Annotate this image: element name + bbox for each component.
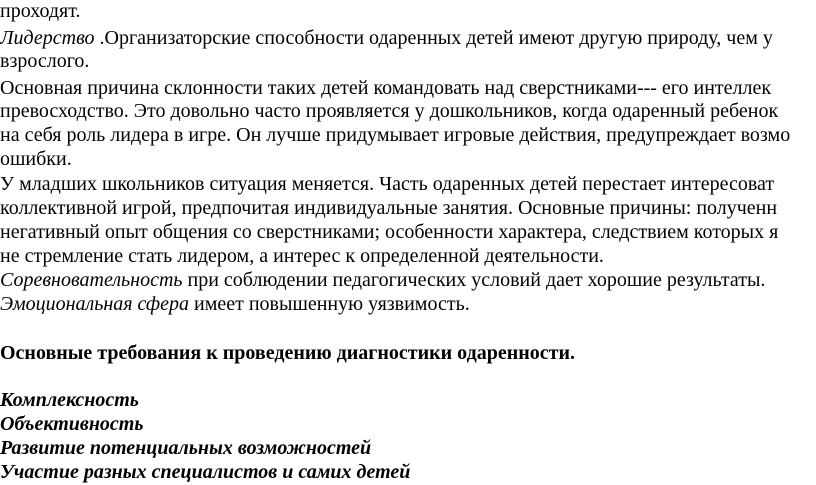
reason-text-1: Основная причина склонности таких детей командовать над сверстниками--- его интеллек xyxy=(0,77,772,99)
requirement-item xyxy=(0,460,410,484)
reason-text-2: превосходство. Это довольно часто проявляется у дошкольников, когда одаренный ребенок xyxy=(0,100,779,122)
intro-tail-text: проходят. xyxy=(0,0,81,22)
paragraph-reason-line-3 xyxy=(0,123,790,147)
requirement-item xyxy=(0,412,144,436)
leadership-term: Лидерство xyxy=(0,27,95,49)
paragraph-schoolchildren-line-3 xyxy=(0,220,778,244)
requirements-heading xyxy=(0,341,575,365)
emotional-text: имеет повышенную уязвимость. xyxy=(189,293,470,315)
schoolchildren-text-2: коллективной игрой, предпочитая индивидуальные занятия. Основные причины: полученн xyxy=(0,197,778,219)
requirement-item-text: Участие разных специалистов и самих детей xyxy=(0,461,411,483)
paragraph-emotional xyxy=(0,292,470,316)
paragraph-reason-line-1 xyxy=(0,76,771,100)
paragraph-leadership-line-1 xyxy=(0,26,773,50)
requirement-item-text: Комплексность xyxy=(0,389,139,411)
leadership-text: .Организаторские способности одаренных детей имеют другую природу, чем у xyxy=(94,27,773,49)
paragraph-schoolchildren-line-2 xyxy=(0,196,777,220)
reason-text-3: на себя роль лидера в игре. Он лучше придумывает игровые действия, предупреждает возмо xyxy=(0,124,791,146)
paragraph-intro-tail xyxy=(0,0,80,23)
reason-text-4: ошибки. xyxy=(0,148,72,170)
requirement-item xyxy=(0,388,139,412)
paragraph-competitiveness xyxy=(0,268,765,292)
schoolchildren-text-4: не стремление стать лидером, а интерес к определенной деятельности. xyxy=(0,245,604,267)
schoolchildren-text-3: негативный опыт общения со сверстниками; особенности характера, следствием которых я xyxy=(0,221,779,243)
requirements-heading-text: Основные требования к проведению диагностики одаренности. xyxy=(0,342,575,364)
leadership-text-cont: взрослого. xyxy=(0,50,90,72)
requirement-item xyxy=(0,436,371,460)
paragraph-schoolchildren-line-1 xyxy=(0,172,774,196)
competitiveness-text: при соблюдении педагогических условий дает хорошие результаты. xyxy=(182,269,766,291)
paragraph-reason-line-2 xyxy=(0,99,778,123)
requirement-item-text: Объективность xyxy=(0,413,144,435)
paragraph-schoolchildren-line-4 xyxy=(0,244,604,268)
competitiveness-term: Соревновательность xyxy=(0,269,183,291)
schoolchildren-text-1: У младших школьников ситуация меняется. Часть одаренных детей перестает интересоват xyxy=(0,173,775,195)
paragraph-leadership-line-2 xyxy=(0,49,89,73)
paragraph-reason-line-4 xyxy=(0,147,72,171)
emotional-term: Эмоциональная сфера xyxy=(0,293,189,315)
requirement-item-text: Развитие потенциальных возможностей xyxy=(0,437,372,459)
